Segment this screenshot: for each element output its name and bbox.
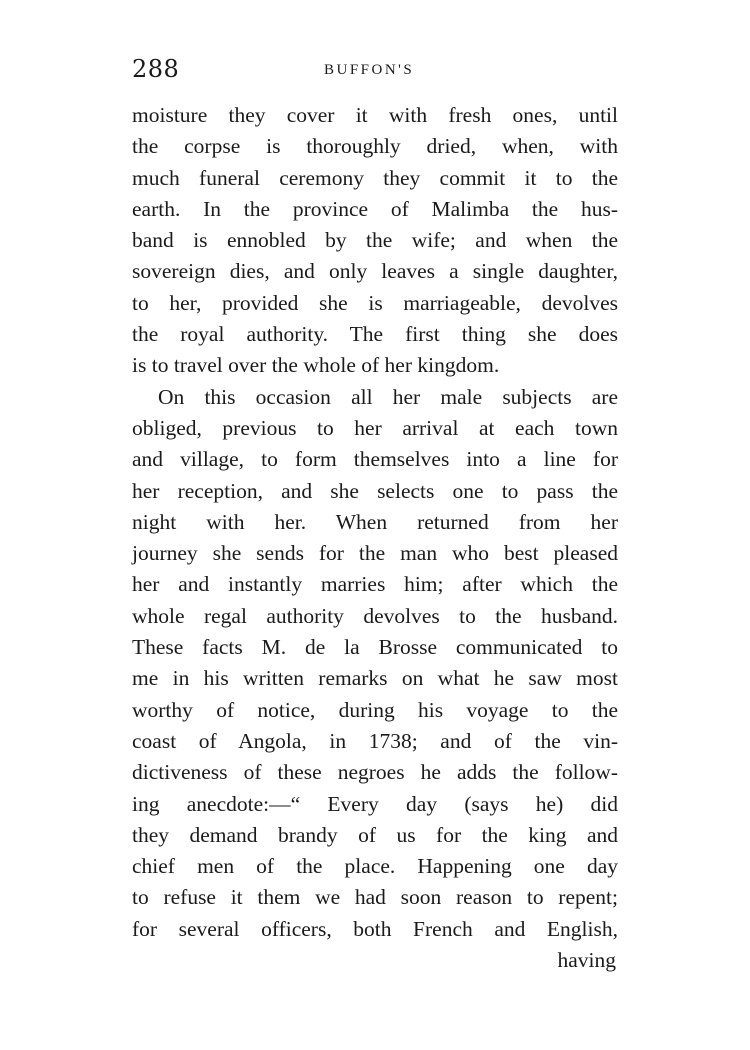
text-line: moisture they cover it with fresh ones, until <box>132 103 618 127</box>
text-line: coast of Angola, in 1738; and of the vin- <box>132 728 618 753</box>
text-line: ing anecdote:—“ Every day (says he) did <box>132 791 618 816</box>
body-text <box>132 100 618 976</box>
catchword: having <box>557 948 616 973</box>
page-number: 288 <box>132 55 180 83</box>
text-line: the royal authority. The first thing she does <box>132 322 618 347</box>
text-line: band is ennobled by the wife; and when the <box>132 228 618 253</box>
text-line: sovereign dies, and only leaves a single daughter, <box>132 259 618 284</box>
text-line: they demand brandy of us for the king and <box>132 822 618 847</box>
text-line: dictiveness of these negroes he adds the follow- <box>132 760 618 785</box>
text-line: chief men of the place. Happening one day <box>132 854 618 879</box>
running-title: BUFFON'S <box>324 62 415 78</box>
text-line: her reception, and she selects one to pass the <box>132 478 618 503</box>
text-line: the corpse is thoroughly dried, when, with <box>132 134 618 159</box>
text-line: obliged, previous to her arrival at each town <box>132 415 618 440</box>
text-line: for several officers, both French and English, <box>132 916 618 941</box>
page-header <box>132 55 618 89</box>
text-line: is to travel over the whole of her kingdom. <box>132 353 500 378</box>
text-line: her and instantly marries him; after which the <box>132 572 618 597</box>
text-line: night with her. When returned from her <box>132 509 618 534</box>
text-line: and village, to form themselves into a line for <box>132 447 618 472</box>
text-line: to her, provided she is marriageable, devolves <box>132 290 618 315</box>
text-line: worthy of notice, during his voyage to the <box>132 697 618 722</box>
text-line: whole regal authority devolves to the husband. <box>132 603 618 628</box>
text-line: to refuse it them we had soon reason to repent; <box>132 885 618 910</box>
text-line: much funeral ceremony they commit it to the <box>132 165 618 190</box>
text-line: These facts M. de la Brosse communicated to <box>132 635 618 660</box>
text-line: me in his written remarks on what he saw most <box>132 666 618 691</box>
paragraph-start-line: On this occasion all her male subjects are <box>158 384 618 409</box>
text-line: earth. In the province of Malimba the hus- <box>132 196 618 221</box>
text-line: journey she sends for the man who best pleased <box>132 541 618 566</box>
